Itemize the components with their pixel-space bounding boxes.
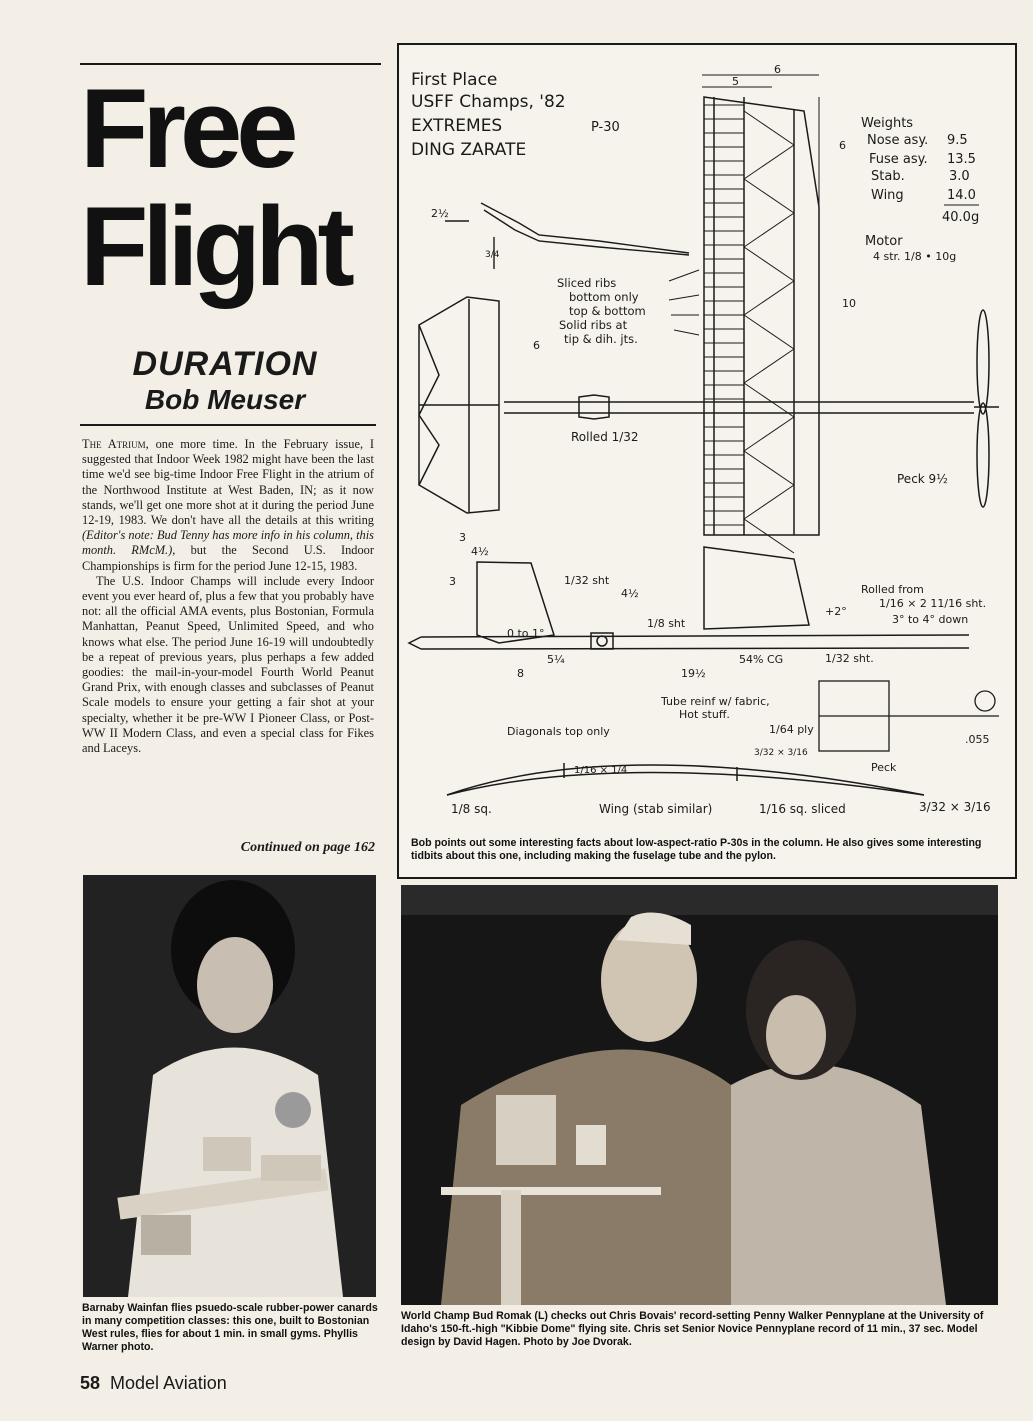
motor-spec: 4 str. 1/8 • 10g xyxy=(873,250,957,263)
dim-stab-6: 6 xyxy=(533,339,540,352)
dim-fin-8: 8 xyxy=(517,667,524,680)
byline-rule xyxy=(80,424,376,426)
label-rib-dim: 3/32 × 3/16 xyxy=(754,748,808,758)
wing-diagonal xyxy=(744,519,794,553)
label-end: 3/32 × 3/16 xyxy=(919,800,991,814)
dim-top-5: 5 xyxy=(732,75,739,88)
weight-label: Nose asy. xyxy=(867,133,929,148)
wing-diagonal xyxy=(744,179,794,213)
weight-value: 3.0 xyxy=(949,169,970,184)
plans-figure xyxy=(397,43,1017,879)
rib-note: tip & dih. jts. xyxy=(564,332,638,346)
paragraph-1 xyxy=(82,437,374,574)
dim-fin-5q: 5¼ xyxy=(547,653,565,666)
plans-drawing xyxy=(399,45,1015,877)
author-byline: Bob Meuser xyxy=(144,384,306,415)
label-cg: 54% CG xyxy=(739,653,784,666)
photo-right-image xyxy=(401,885,998,1305)
paragraph-2: The U.S. Indoor Champs will include every Indoor event you ever heard of, plus a few that you probably have not: all the official AMA events, plus Bostonian, Formula Manhattan, Peanut Speed, Unlimited Speed, and who knows what else. The period June 16-19 will undoubtedly be a repeat of previous years, plus perhaps a few added goodies: the mail-in-your-model Fourth World Peanut Grand Prix, with enough classes and subclasses of Peanut Scale models to ensure your getting a fair shot at your specialty, whether it be pre-WW I Pioneer Class, or Post-WW II Modern Class, and even a special class for Fikes and Laceys. xyxy=(82,573,374,756)
dim-top-6: 6 xyxy=(774,63,781,76)
label-sq8: 1/8 sq. xyxy=(451,802,492,816)
photo-right xyxy=(401,885,998,1305)
dim-stab-3: 3 xyxy=(459,531,466,544)
label-wing-stab: Wing (stab similar) xyxy=(599,802,713,816)
top-rule xyxy=(80,63,381,65)
rib-note: Solid ribs at xyxy=(559,318,628,332)
title-line-2: Flight xyxy=(80,184,349,309)
heading-line-3: EXTREMES xyxy=(411,116,503,136)
label-peck: Peck 9½ xyxy=(897,472,948,486)
magazine-name: Model Aviation xyxy=(110,1373,227,1393)
dim-fin-4h: 4½ xyxy=(621,587,639,600)
stab-planform xyxy=(419,297,499,513)
wing-diagonal xyxy=(744,349,794,383)
rib-note: top & bottom xyxy=(569,304,646,318)
right-photo-caption: World Champ Bud Romak (L) checks out Chris Bovais' record-setting Penny Walker Pennyplane at the University of Idaho's 150-ft.-high "Kibbie Dome" flying site. Chris set Senior Novice Pennyplane record of 11 min., 37 sec. Model design by David Hagen. Photo by Joe Dvorak. xyxy=(401,1310,984,1348)
label-peck-2: Peck xyxy=(871,761,897,774)
weight-label: Fuse asy. xyxy=(869,152,928,167)
heading-line-2: USFF Champs, '82 xyxy=(411,92,566,112)
label-downthrust: 3° to 4° down xyxy=(892,613,969,626)
dim-span-10: 10 xyxy=(842,297,856,310)
weight-label: Stab. xyxy=(871,169,905,184)
wing-diagonal xyxy=(744,451,794,485)
label-rolled: Rolled 1/32 xyxy=(571,430,639,444)
dim-wing-6: 6 xyxy=(839,139,846,152)
dim-fin-3: 3 xyxy=(449,575,456,588)
article-body xyxy=(82,437,374,756)
figure-caption: Bob points out some interesting facts about low-aspect-ratio P-30s in the column. He also gives some interesting tidbits about this one, including making the fuselage tube and the pylon. xyxy=(411,837,982,862)
weights-title: Weights xyxy=(861,116,914,131)
dim-stab-4h: 4½ xyxy=(471,545,489,558)
heading-class: P-30 xyxy=(591,120,620,135)
department-label: DURATION xyxy=(132,345,318,383)
heading-line-1: First Place xyxy=(411,70,498,90)
weights-table xyxy=(861,116,979,263)
weight-value: 9.5 xyxy=(947,133,968,148)
paragraph-1-text: one more time. In the February issue, I suggested that Indoor Week 1982 might have been the last time we'd see big-time Indoor Free Flight in the atrium of the Northwood Institute at West Baden, IN; as it now stands, we'll get one more shot at it during the period June 12-19, 1983. We don't have all the details at this writing xyxy=(82,437,374,528)
page-number: 58 xyxy=(80,1373,101,1393)
weight-label: Wing xyxy=(871,188,904,203)
label-ply: 1/64 ply xyxy=(769,723,814,736)
label-rolled-from: Rolled from xyxy=(861,583,924,596)
wing-diagonal xyxy=(744,145,794,179)
label-pylon-sht: 1/32 sht. xyxy=(825,652,874,665)
label-tube: Tube reinf w/ fabric, xyxy=(661,695,770,708)
weight-total: 40.0g xyxy=(942,210,980,225)
wing-diagonal xyxy=(744,247,794,281)
paragraph-1-tail: but the Second U.S. Indoor Championships is firm for the period June 12-15, 1983. xyxy=(82,543,374,573)
label-hot-stuff: Hot stuff. xyxy=(679,708,730,721)
dim-tip: 2½ xyxy=(431,207,449,220)
dim-tip-3q: 3/4 xyxy=(485,250,500,260)
title-line-1: Free xyxy=(80,66,293,191)
label-plus2: +2° xyxy=(825,605,847,618)
article-title xyxy=(80,66,380,309)
label-sliced: 1/16 sq. sliced xyxy=(759,802,846,816)
label-eighth-sht: 1/8 sht xyxy=(647,617,686,630)
weight-value: 14.0 xyxy=(947,188,976,203)
page-footer xyxy=(80,1373,227,1394)
wing-diagonal xyxy=(744,213,794,247)
wing-diagonal xyxy=(744,315,794,349)
wing-diagonal xyxy=(744,111,794,145)
continued-line: Continued on page 162 xyxy=(240,840,375,855)
lead-in: The Atrium, xyxy=(82,437,149,451)
rib-notes xyxy=(557,276,646,346)
rib-note: Sliced ribs xyxy=(557,276,617,290)
wing-tip-view xyxy=(445,203,689,269)
wing-diagonal xyxy=(744,417,794,451)
weight-value: 13.5 xyxy=(947,152,976,167)
label-fin-sht: 1/32 sht xyxy=(564,574,610,587)
motor-title: Motor xyxy=(865,234,903,249)
left-photo-caption: Barnaby Wainfan flies psuedo-scale rubber-power canards in many competition classes: this one, built to Bostonian West rules, flies for about 1 min. in small gyms. Phyllis Warner photo. xyxy=(82,1302,378,1353)
dim-length: 19½ xyxy=(681,667,706,680)
wing-diagonal xyxy=(744,281,794,315)
photo-left-image xyxy=(83,875,376,1297)
label-rolled-from-2: 1/16 × 2 11/16 sht. xyxy=(879,597,987,610)
label-spar: 1/16 × 1/4 xyxy=(574,765,628,776)
label-055: .055 xyxy=(965,733,990,746)
wing-diagonal xyxy=(744,485,794,519)
wing-diagonal xyxy=(744,383,794,417)
airfoil-section xyxy=(447,763,924,795)
editor-note: (Editor's note: Bud Tenny has more info in his column, this month. RMcM.), xyxy=(82,528,374,558)
heading-line-4: DING ZARATE xyxy=(411,140,527,160)
label-diagonals: Diagonals top only xyxy=(507,725,610,738)
rib-note: bottom only xyxy=(569,290,639,304)
label-incidence: 0 to 1° xyxy=(507,627,545,640)
photo-left xyxy=(83,875,376,1297)
